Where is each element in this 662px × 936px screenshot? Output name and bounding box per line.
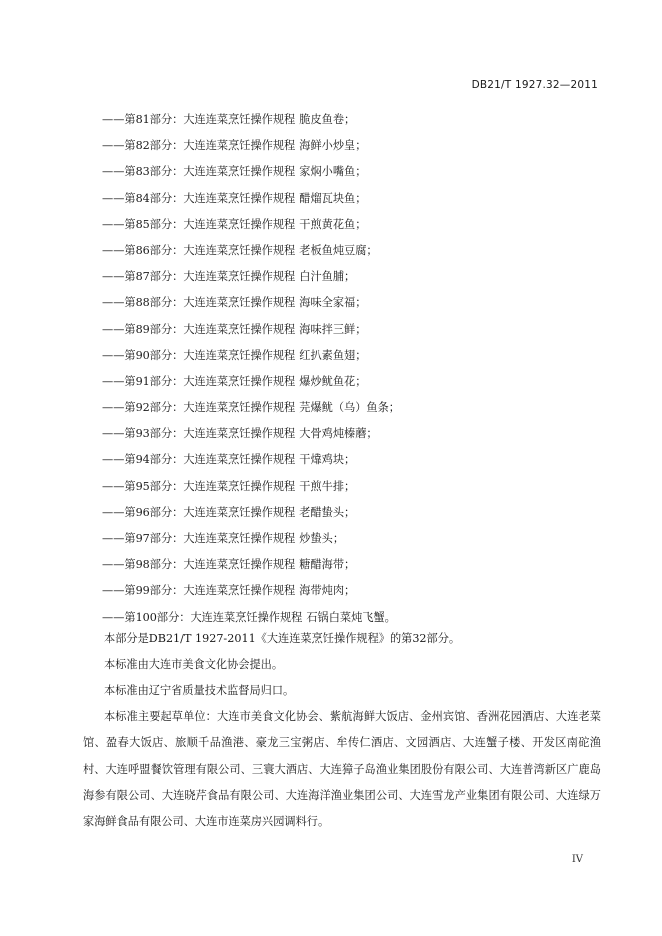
- list-item: [102, 343, 400, 369]
- dish-name: 白汁鱼脯；: [299, 270, 356, 284]
- list-item: [102, 447, 400, 473]
- part-prefix: ——第98部分：大连连菜烹饪操作规程: [102, 558, 296, 572]
- dish-name: 家焖小嘴鱼；: [299, 165, 367, 179]
- dish-name: 干煎黄花鱼；: [299, 217, 367, 231]
- list-item: [102, 395, 400, 421]
- list-item: [102, 212, 400, 238]
- list-item: [102, 526, 400, 552]
- part-prefix: ——第91部分：大连连菜烹饪操作规程: [102, 374, 296, 388]
- managed-by-paragraph: 本标准由辽宁省质量技术监督局归口。: [104, 684, 295, 697]
- dish-name: 芫爆鱿（乌）鱼条；: [299, 401, 400, 415]
- page-number: IV: [571, 854, 583, 865]
- part-prefix: ——第97部分：大连连菜烹饪操作规程: [102, 532, 296, 545]
- list-item: [102, 159, 400, 185]
- drafters-paragraph: 本标准主要起草单位：大连市美食文化协会、紫航海鲜大饭店、金州宾馆、香洲花园酒店、大连老菜馆、盈春大饭店、旅顺千品渔港、豪龙三宝粥店、牟传仁酒店、文园酒店、大连蟹子楼、开发区南砣渔村、大连呼盟餐饮管理有限公司、三寰大酒店、大连獐子岛渔业集团股份有限公司、大连普湾新区广鹿岛海参有限公司、大连晓芹食品有限公司、大连海洋渔业集团公司、大连雪龙产业集团有限公司、大连绿万家海鲜食品有限公司、大连市连菜房兴园调料行。: [83, 710, 601, 829]
- dish-name: 海鲜小炒皇；: [299, 139, 367, 153]
- part-prefix: ——第88部分：大连连菜烹饪操作规程: [102, 296, 296, 310]
- list-item: [102, 107, 400, 133]
- dish-name: 大骨鸡炖榛蘑；: [299, 427, 378, 441]
- part-prefix: ——第96部分：大连连菜烹饪操作规程: [102, 505, 296, 519]
- dish-name: 海带炖肉；: [299, 584, 356, 598]
- parts-list: [102, 107, 400, 631]
- dish-name: 石锅白菜炖飞蟹。: [306, 610, 396, 624]
- part-prefix: ——第95部分：大连连菜烹饪操作规程: [102, 479, 296, 493]
- part-prefix: ——第93部分：大连连菜烹饪操作规程: [102, 427, 296, 441]
- part-prefix: ——第86部分：大连连菜烹饪操作规程: [102, 243, 296, 257]
- list-item: [102, 578, 400, 604]
- part-prefix: ——第85部分：大连连菜烹饪操作规程: [102, 217, 296, 231]
- dish-name: 干㸆鸡块；: [299, 453, 356, 467]
- dish-name: 脆皮鱼卷；: [299, 113, 356, 126]
- list-item: [102, 474, 400, 500]
- dish-name: 老板鱼炖豆腐；: [299, 243, 378, 257]
- list-item: [102, 421, 400, 447]
- dish-name: 海味全家福；: [299, 296, 367, 310]
- dish-name: 红扒素鱼翅；: [299, 348, 367, 362]
- dish-name: 糖醋海带；: [299, 558, 356, 572]
- list-item: [102, 369, 400, 395]
- dish-name: 炒蛰头；: [299, 532, 345, 545]
- part-prefix: ——第89部分：大连连菜烹饪操作规程: [102, 322, 296, 336]
- list-item: [102, 186, 400, 212]
- list-item: [102, 317, 400, 343]
- part-prefix: ——第83部分：大连连菜烹饪操作规程: [102, 165, 296, 179]
- list-item: [102, 264, 400, 290]
- part-prefix: ——第81部分：大连连菜烹饪操作规程: [102, 113, 296, 126]
- part-prefix: ——第100部分：大连连菜烹饪操作规程: [102, 610, 303, 624]
- proposed-by-paragraph: 本标准由大连市美食文化协会提出。: [104, 658, 284, 671]
- list-item: [102, 238, 400, 264]
- dish-name: 醋熘瓦块鱼；: [299, 191, 367, 205]
- part-prefix: ——第84部分：大连连菜烹饪操作规程: [102, 191, 296, 205]
- list-item: [102, 133, 400, 159]
- document-number: DB21/T 1927.32—2011: [471, 79, 598, 91]
- dish-name: 海味拌三鲜；: [299, 322, 367, 336]
- part-prefix: ——第99部分：大连连菜烹饪操作规程: [102, 584, 296, 598]
- dish-name: 干煎牛排；: [299, 479, 356, 493]
- part-prefix: ——第87部分：大连连菜烹饪操作规程: [102, 270, 296, 284]
- part-prefix: ——第82部分：大连连菜烹饪操作规程: [102, 139, 296, 153]
- part-prefix: ——第92部分：大连连菜烹饪操作规程: [102, 401, 296, 415]
- part-prefix: ——第90部分：大连连菜烹饪操作规程: [102, 348, 296, 362]
- list-item: [102, 290, 400, 316]
- dish-name: 老醋蛰头；: [299, 505, 356, 519]
- dish-name: 爆炒鱿鱼花；: [299, 374, 367, 388]
- list-item: [102, 500, 400, 526]
- list-item: [102, 552, 400, 578]
- part-note-paragraph: 本部分是DB21/T 1927-2011《大连连菜烹饪操作规程》的第32部分。: [104, 632, 461, 645]
- part-prefix: ——第94部分：大连连菜烹饪操作规程: [102, 453, 296, 467]
